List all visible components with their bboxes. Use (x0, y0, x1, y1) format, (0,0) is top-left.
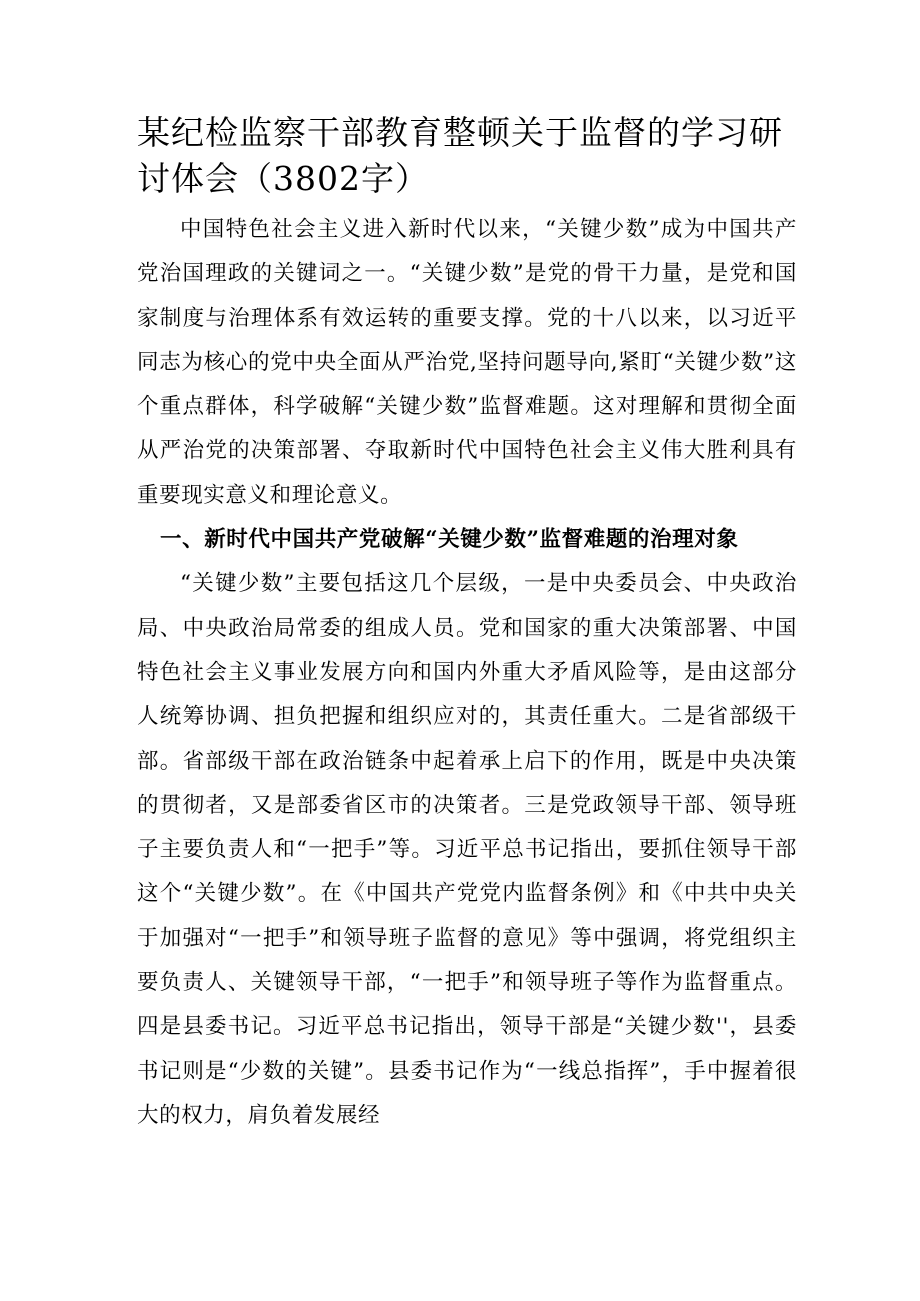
document-page (137, 110, 797, 1138)
intro-paragraph: 中国特色社会主义进入新时代以来，“关键少数”成为中国共产党治国理政的关键词之一。“关键少数”是党的骨干力量，是党和国家制度与治理体系有效运转的重要支撑。党的十八以来，以习近平同志为核心的党中央全面从严治党,坚持问题导向,紧盯“关键少数”这个重点群体，科学破解“关键少数”监督难题。这对理解和贯彻全面从严治党的决策部署、夺取新时代中国特色社会主义伟大胜利具有重要现实意义和理论意义。 (137, 217, 797, 508)
section-1-paragraph: “关键少数”主要包括这几个层级，一是中央委员会、中央政治局、中央政治局常委的组成人员。党和国家的重大决策部署、中国特色社会主义事业发展方向和国内外重大矛盾风险等，是由这部分人统筹协调、担负把握和组织应对的，其责任重大。二是省部级干部。省部级干部在政治链条中起着承上启下的作用，既是中央决策的贯彻者，又是部委省区市的决策者。三是党政领导干部、领导班子主要负责人和“一把手”等。习近平总书记指出，要抓住领导干部这个“关键少数”。在《中国共产党党内监督条例》和《中共中央关于加强对“一把手”和领导班子监督的意见》等中强调，将党组织主要负责人、关键领导干部，“一把手”和领导班子等作为监督重点。四是县委书记。习近平总书记指出，领导干部是“关键少数''，县委书记则是“少数的关键”。县委书记作为“一线总指挥”，手中握着很大的权力，肩负着发展经 (137, 571, 797, 1128)
section-heading-1: 一、新时代中国共产党破解“关键少数”监督难题的治理对象 (160, 527, 739, 553)
document-title: 某纪检监察干部教育整顿关于监督的学习研讨体会（3802字） (137, 113, 783, 198)
